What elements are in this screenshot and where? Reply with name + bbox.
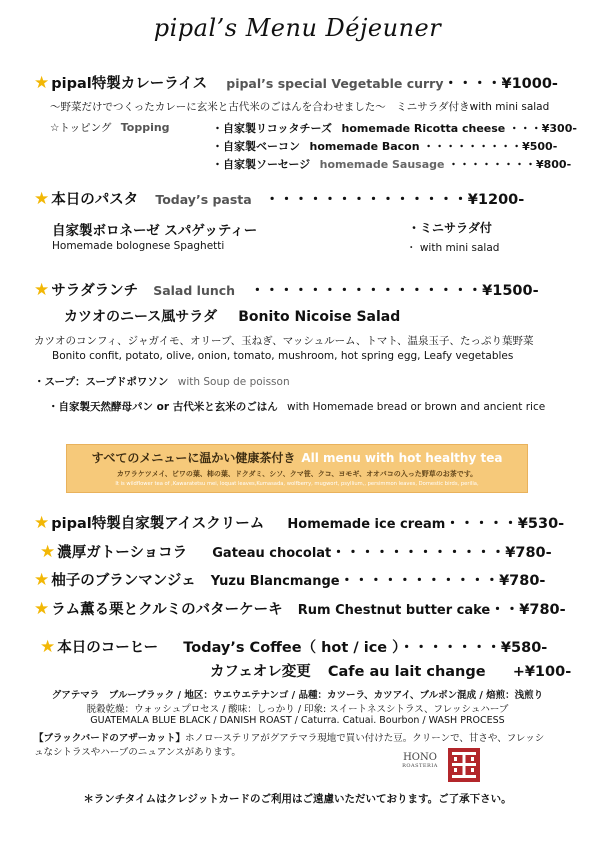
banner-en: All menu with hot healthy tea: [301, 451, 503, 465]
dessert-row: [34, 569, 545, 590]
salad-ingredients-en: Bonito confit, potato, olive, onion, tomato, mushroom, hot spring egg, Leafy vegetables: [52, 350, 514, 362]
dessert-row: [40, 541, 552, 562]
pasta-english: Today’s pasta: [155, 192, 252, 207]
coffee-detail-jp2: 脱穀乾燥：ウォッシュプロセス / 酸味：しっかり / 印象: スイートネスシトラス、フレッシュハーブ: [86, 704, 509, 715]
topping-price: ・・・・・・・・¥800-: [447, 158, 572, 171]
pasta-row: [34, 188, 524, 209]
hono-logo-mark: [448, 748, 480, 786]
topping-label-en: Topping: [120, 121, 170, 134]
dessert-price: ・・・・・¥530-: [445, 516, 565, 532]
coffee-jp: 本日のコーヒー: [57, 640, 159, 656]
dessert-en: Rum Chestnut butter cake: [297, 603, 491, 618]
coffee-en: Today’s Coffee（ hot / ice ）: [183, 640, 400, 656]
salad-price: ・・・・・・・・・・・・・・・・¥1500-: [250, 283, 539, 299]
salad-bread: [48, 399, 545, 414]
dessert-en: Homemade ice cream: [287, 517, 446, 532]
dessert-en: Gateau chocolat: [212, 546, 332, 561]
pasta-dish-en: Homemade bolognese Spaghetti: [52, 240, 225, 252]
healthy-tea-banner: [66, 444, 528, 493]
banner-jp: すべてのメニューに温かい健康茶付き: [91, 451, 296, 465]
salad-bread-jp: ・自家製天然酵母パン or 古代米と玄米のごはん: [48, 401, 278, 413]
salad-bread-en: with Homemade bread or brown and ancient rice: [287, 401, 546, 413]
topping-item: [212, 156, 577, 174]
curry-name: pipal特製カレーライス: [51, 76, 208, 92]
salad-soup: [34, 374, 290, 389]
coffee-row: [40, 636, 547, 657]
star-icon: ★: [34, 73, 50, 93]
salad-name: サラダランチ: [51, 283, 139, 299]
page-title: pipal’s Menu Déjeuner: [153, 14, 442, 42]
cafe-au-lait-row: [210, 660, 571, 681]
dessert-price: ・・・・・・・・・・・¥780-: [339, 573, 546, 589]
coffee-price: ・・・・・・・¥580-: [399, 640, 548, 656]
star-icon: ★: [40, 542, 56, 562]
star-icon: ★: [34, 599, 50, 619]
dessert-jp: pipal特製自家製アイスクリーム: [51, 516, 265, 532]
star-icon: ★: [40, 637, 56, 657]
dessert-price: ・・¥780-: [490, 602, 566, 618]
topping-item: [212, 120, 577, 138]
dessert-price: ・・・・・・・・・・・・¥780-: [331, 545, 552, 561]
salad-ingredients-jp: カツオのコンフィ、ジャガイモ、オリーブ、玉ねぎ、マッシュルーム、トマト、温泉玉子、たっぷり葉野菜: [34, 335, 534, 347]
topping-en: homemade Sausage: [319, 158, 445, 171]
topping-list: [212, 120, 577, 174]
star-icon: ★: [34, 513, 50, 533]
coffee-detail-en: GUATEMALA BLUE BLACK / DANISH ROAST / Caturra. Catuai. Bourbon / WASH PROCESS: [90, 715, 505, 726]
star-icon: ★: [34, 189, 50, 209]
pasta-price: ・・・・・・・・・・・・・・¥1200-: [264, 192, 525, 208]
salad-english: Salad lunch: [153, 283, 236, 298]
curry-price: ・・・・¥1000-: [443, 76, 558, 92]
banner-sub-en: It is wildflower tea of ,Kawaratetsu mei, loquat leaves,Kumasada, wolfberry, mugwort, psyllium,, persimmon leaves, Domestic birds, perilla,: [115, 481, 479, 487]
topping-price: ・・・¥300-: [508, 122, 577, 135]
salad-dish-en: Bonito Nicoise Salad: [238, 309, 401, 325]
topping-jp: ・自家製リコッタチーズ: [212, 122, 333, 135]
cafe-au-lait-en: Cafe au lait change: [327, 664, 486, 680]
coffee-note-text: ホノローステリアがグアテマラ現地で買い付けた豆。クリーンで、甘さや、フレッシ: [184, 733, 545, 744]
logo-line2: ROASTERIA: [402, 763, 438, 769]
topping-jp: ・自家製ソーセージ: [212, 158, 311, 171]
salad-soup-en: with Soup de poisson: [177, 376, 290, 388]
dessert-jp: 柚子のブランマンジェ: [51, 573, 196, 589]
salad-dish-jp: カツオのニース風サラダ: [64, 309, 218, 325]
banner-sub-jp: カワラケツメイ、ビワの葉、柿の葉、ドクダミ、シソ、クマ笹、クコ、ヨモギ、オオバコの入った野草のお茶です。: [116, 470, 478, 478]
topping-label-jp: ☆トッピング: [50, 122, 112, 134]
cafe-au-lait-jp: カフェオレ変更: [210, 664, 311, 680]
curry-row: [34, 72, 558, 93]
coffee-detail-jp: グアテマラ ブルーブラック / 地区：ウエウエテナンゴ / 品種：カツーラ、カツアイ、ブルボン混成 / 焙煎：浅煎り: [51, 690, 544, 701]
topping-label: [50, 120, 170, 135]
topping-item: [212, 138, 577, 156]
star-icon: ★: [34, 570, 50, 590]
coffee-note-head: 【ブラックバードのアザーカット】: [34, 733, 185, 744]
curry-english: pipal’s special Vegetable curry: [226, 76, 444, 91]
topping-price: ・・・・・・・・・¥500-: [423, 140, 558, 153]
coffee-note-line1: [34, 730, 544, 744]
pasta-side-en: ・ with mini salad: [406, 242, 500, 254]
logo-line1: HONO: [403, 752, 437, 763]
pasta-side-jp: ・ミニサラダ付: [408, 221, 492, 235]
footer-note: ＊ランチタイムはクレジットカードのご利用はご遠慮いただいております。ご了承下さい。: [83, 793, 512, 805]
salad-soup-jp: ・スープ：スープドポワソン: [34, 376, 169, 388]
dessert-jp: 濃厚ガトーショコラ: [57, 545, 188, 561]
curry-description: 〜野菜だけでつくったカレーに玄米と古代米のごはんを合わせました〜 ミニサラダ付きwith mini salad: [50, 101, 550, 113]
dessert-en: Yuzu Blancmange: [210, 574, 340, 589]
star-icon: ★: [34, 280, 50, 300]
dessert-jp: ラム薫る栗とクルミのバターケーキ: [51, 602, 283, 618]
cafe-au-lait-price: +¥100-: [512, 664, 572, 680]
hono-logo-text: [398, 752, 442, 769]
topping-jp: ・自家製ベーコン: [212, 140, 300, 153]
banner-title: [67, 449, 527, 466]
topping-en: homemade Bacon: [309, 140, 420, 153]
salad-row: [34, 279, 539, 300]
topping-en: homemade Ricotta cheese: [341, 122, 506, 135]
dessert-row: [34, 598, 566, 619]
pasta-dish-jp: 自家製ボロネーゼ スパゲッティー: [52, 223, 258, 239]
roasteria-logo-icon: [448, 748, 480, 782]
salad-dish: [64, 306, 400, 326]
pasta-name: 本日のパスタ: [51, 192, 139, 208]
dessert-row: [34, 512, 564, 533]
coffee-note-line2: ュなシトラスやハーブのニュアンスがあります。: [34, 747, 241, 758]
